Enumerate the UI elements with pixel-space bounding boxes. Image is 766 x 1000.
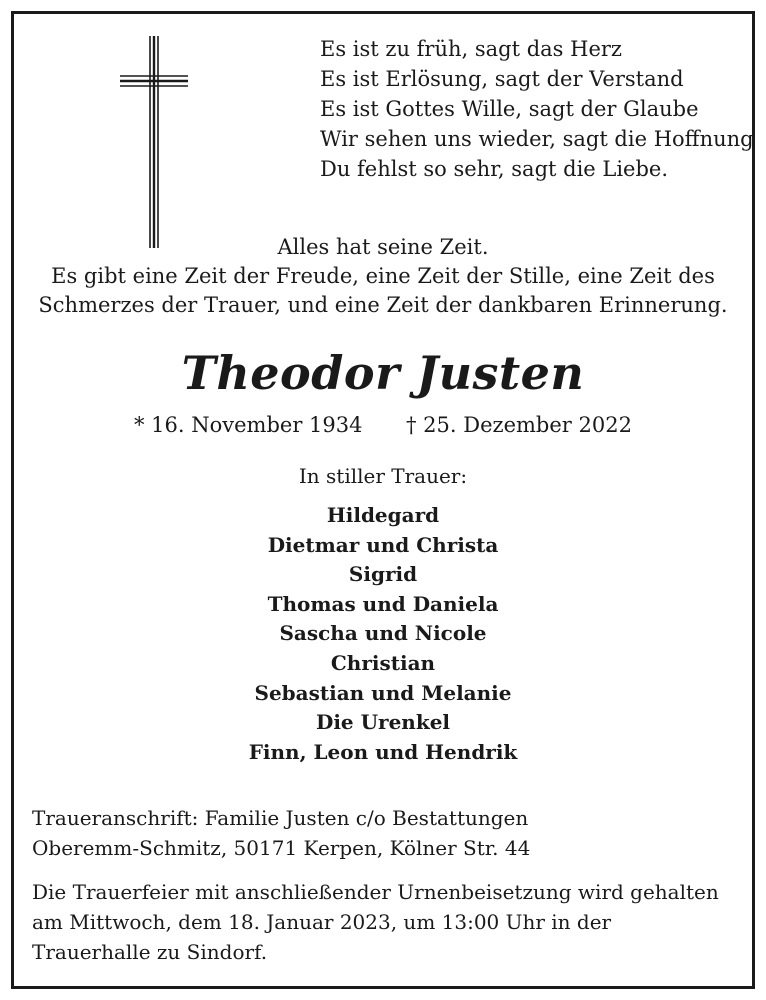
address-line: Oberemm-Schmitz, 50171 Kerpen, Kölner Str. 44 — [32, 836, 531, 860]
mourner-name: Dietmar und Christa — [267, 532, 499, 557]
mourner-name: Sebastian und Melanie — [254, 680, 512, 705]
poem-line: Du fehlst so sehr, sagt die Liebe. — [320, 157, 669, 181]
poem — [320, 34, 754, 184]
address-line: Traueranschrift: Familie Justen c/o Bestattungen — [32, 806, 529, 830]
mourners-list — [0, 501, 766, 767]
intro-line: Es gibt eine Zeit der Freude, eine Zeit der Stille, eine Zeit des — [51, 264, 715, 288]
birth-date: * 16. November 1934 — [134, 413, 363, 437]
intro-line: Alles hat seine Zeit. — [277, 235, 489, 259]
mourner-name: Thomas und Daniela — [267, 591, 499, 616]
mourner-name: Hildegard — [326, 503, 440, 527]
mourning-address — [32, 803, 530, 863]
ceremony-line: Die Trauerfeier mit anschließender Urnenbeisetzung wird gehalten — [32, 880, 719, 904]
ceremony-notice — [32, 877, 719, 967]
poem-line: Es ist zu früh, sagt das Herz — [320, 37, 622, 61]
mourner-name: Sigrid — [348, 562, 418, 587]
mourner-name: Sascha und Nicole — [279, 621, 487, 646]
poem-line: Es ist Erlösung, sagt der Verstand — [320, 67, 684, 91]
mourner-name: Die Urenkel — [315, 710, 451, 735]
mourner-name: Finn, Leon und Hendrik — [248, 739, 518, 764]
death-date: † 25. Dezember 2022 — [406, 413, 632, 437]
poem-line: Wir sehen uns wieder, sagt die Hoffnung — [320, 127, 754, 151]
ceremony-line: Trauerhalle zu Sindorf. — [32, 940, 268, 964]
deceased-name: Theodor Justen — [181, 346, 585, 400]
cross-icon — [118, 36, 192, 250]
intro-line: Schmerzes der Trauer, und eine Zeit der dankbaren Erinnerung. — [38, 293, 728, 317]
mourning-label: In stiller Trauer: — [298, 464, 468, 488]
ceremony-line: am Mittwoch, dem 18. Januar 2023, um 13:00 Uhr in der — [32, 910, 612, 934]
poem-line: Es ist Gottes Wille, sagt der Glaube — [320, 97, 699, 121]
mourner-name: Christian — [330, 650, 436, 675]
intro-text — [0, 233, 766, 320]
